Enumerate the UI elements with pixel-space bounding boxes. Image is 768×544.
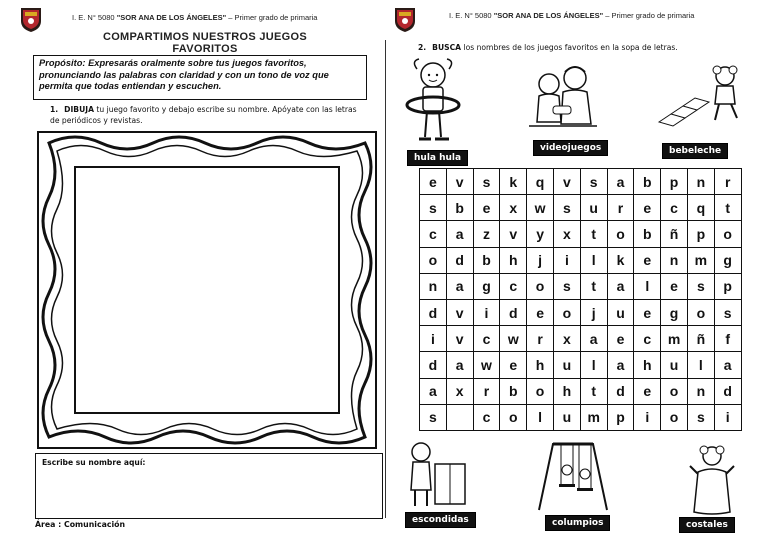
grid-cell[interactable]: s	[553, 273, 580, 299]
grid-cell[interactable]: ñ	[687, 326, 714, 352]
grid-cell[interactable]: a	[714, 352, 741, 378]
label-videojuegos: videojuegos	[533, 140, 608, 156]
grid-cell[interactable]: c	[473, 404, 500, 430]
grid-cell[interactable]: o	[607, 221, 634, 247]
grid-cell[interactable]: g	[714, 247, 741, 273]
grid-cell[interactable]: u	[607, 299, 634, 325]
grid-cell[interactable]: b	[634, 221, 661, 247]
grid-cell[interactable]: x	[446, 378, 473, 404]
grid-cell[interactable]: r	[473, 378, 500, 404]
grid-cell[interactable]: e	[634, 247, 661, 273]
grid-cell[interactable]: w	[527, 195, 554, 221]
grid-cell[interactable]: o	[661, 404, 688, 430]
grid-cell[interactable]: s	[580, 169, 607, 195]
grid-row	[420, 273, 742, 299]
grid-cell[interactable]: e	[473, 195, 500, 221]
grid-cell[interactable]: v	[553, 169, 580, 195]
instruction-draw: 1. DIBUJA tu juego favorito y debajo escribe su nombre. Apóyate con las letras de periódicos y revistas.	[50, 105, 357, 125]
grid-cell[interactable]: u	[553, 404, 580, 430]
grid-cell[interactable]: k	[607, 247, 634, 273]
grid-cell[interactable]: a	[446, 352, 473, 378]
purpose-text: Expresarás oralmente sobre tus juegos favoritos, pronunciando las palabras con claridad y con un tono de voz que permita que todas entiendan y escuchen.	[39, 58, 329, 91]
grid-cell[interactable]: d	[714, 378, 741, 404]
grid-cell[interactable]: x	[500, 195, 527, 221]
hopscotch-child-illustration	[655, 62, 745, 134]
grid-cell[interactable]: b	[473, 247, 500, 273]
grid-cell[interactable]: c	[634, 326, 661, 352]
grid-cell[interactable]: p	[714, 273, 741, 299]
grid-cell[interactable]: e	[661, 273, 688, 299]
grid-cell[interactable]: c	[500, 273, 527, 299]
grid-cell[interactable]: v	[446, 169, 473, 195]
grid-cell[interactable]: l	[687, 352, 714, 378]
grid-cell[interactable]: m	[580, 404, 607, 430]
grid-row	[420, 352, 742, 378]
grid-cell[interactable]: e	[607, 326, 634, 352]
drawing-frame[interactable]	[37, 131, 377, 449]
hide-and-seek-child-illustration	[405, 440, 469, 510]
grid-cell[interactable]: n	[661, 247, 688, 273]
grid-cell[interactable]: v	[446, 299, 473, 325]
label-escondidas: escondidas	[405, 512, 476, 528]
grid-cell[interactable]: r	[607, 195, 634, 221]
grid-cell[interactable]: p	[661, 169, 688, 195]
grid-cell[interactable]: l	[527, 404, 554, 430]
grid-cell[interactable]: c	[473, 326, 500, 352]
grid-cell[interactable]: u	[661, 352, 688, 378]
grid-cell[interactable]: a	[420, 378, 447, 404]
grid-cell[interactable]: x	[553, 221, 580, 247]
grid-cell[interactable]: j	[580, 299, 607, 325]
grid-cell[interactable]: u	[553, 352, 580, 378]
school-crest-icon	[20, 7, 42, 33]
grid-cell[interactable]: e	[500, 352, 527, 378]
grid-cell[interactable]: d	[607, 378, 634, 404]
grid-cell[interactable]: k	[500, 169, 527, 195]
grid-cell[interactable]: s	[714, 299, 741, 325]
label-costales: costales	[679, 517, 735, 533]
grid-cell[interactable]: p	[607, 404, 634, 430]
grid-cell[interactable]: a	[580, 326, 607, 352]
grid-cell[interactable]: h	[500, 247, 527, 273]
swings-illustration	[533, 440, 613, 512]
grid-cell[interactable]: e	[634, 195, 661, 221]
grid-cell[interactable]: z	[473, 221, 500, 247]
grid-cell[interactable]: g	[661, 299, 688, 325]
grid-cell[interactable]: d	[420, 299, 447, 325]
grid-row	[420, 299, 742, 325]
grid-cell[interactable]: l	[634, 273, 661, 299]
school-header-right: I. E. N° 5080 "SOR ANA DE LOS ÁNGELES" – Primer grado de primaria	[449, 11, 695, 20]
grid-cell[interactable]: p	[687, 221, 714, 247]
sack-race-child-illustration	[688, 444, 736, 516]
grid-cell[interactable]: q	[687, 195, 714, 221]
grid-cell[interactable]: s	[420, 195, 447, 221]
grid-cell[interactable]: o	[687, 299, 714, 325]
grid-row	[420, 195, 742, 221]
grid-cell[interactable]: s	[687, 404, 714, 430]
grid-cell[interactable]: a	[607, 169, 634, 195]
grid-cell[interactable]: i	[634, 404, 661, 430]
grid-cell[interactable]: e	[527, 299, 554, 325]
grid-cell[interactable]: s	[420, 404, 447, 430]
grid-row	[420, 326, 742, 352]
grid-cell[interactable]: t	[580, 221, 607, 247]
grid-cell[interactable]: t	[714, 195, 741, 221]
name-box[interactable]	[35, 453, 383, 519]
grid-cell[interactable]: j	[527, 247, 554, 273]
grid-cell[interactable]: ñ	[661, 221, 688, 247]
grid-row	[420, 169, 742, 195]
area-label: Área : Comunicación	[35, 520, 126, 529]
word-search-grid[interactable]	[419, 168, 742, 431]
grid-cell[interactable]: o	[500, 404, 527, 430]
grid-cell[interactable]: n	[687, 378, 714, 404]
grid-cell[interactable]: w	[500, 326, 527, 352]
grid-cell[interactable]: s	[687, 273, 714, 299]
label-bebeleche: bebeleche	[662, 143, 728, 159]
grid-cell[interactable]: e	[420, 169, 447, 195]
grid-cell[interactable]: b	[500, 378, 527, 404]
page-title: COMPARTIMOS NUESTROS JUEGOS FAVORITOS	[102, 31, 308, 55]
grid-cell[interactable]: n	[687, 169, 714, 195]
grid-cell[interactable]: s	[553, 195, 580, 221]
grid-cell[interactable]	[446, 404, 473, 430]
grid-cell[interactable]: a	[607, 273, 634, 299]
grid-cell[interactable]: s	[473, 169, 500, 195]
grid-cell[interactable]: b	[446, 195, 473, 221]
grid-cell[interactable]: y	[527, 221, 554, 247]
grid-cell[interactable]: o	[661, 378, 688, 404]
grid-cell[interactable]: m	[661, 326, 688, 352]
grid-cell[interactable]: a	[607, 352, 634, 378]
hula-hoop-child-illustration	[403, 57, 463, 149]
grid-cell[interactable]: l	[580, 352, 607, 378]
grid-cell[interactable]: i	[553, 247, 580, 273]
grid-row	[420, 404, 742, 430]
videogame-children-illustration	[525, 62, 601, 134]
grid-row	[420, 247, 742, 273]
grid-cell[interactable]: h	[634, 352, 661, 378]
school-crest-icon-right	[394, 7, 416, 33]
label-hula-hula: hula hula	[407, 150, 468, 166]
grid-cell[interactable]: e	[634, 299, 661, 325]
school-header: I. E. N° 5080 "SOR ANA DE LOS ÁNGELES" – Primer grado de primaria	[72, 13, 318, 22]
instruction-search: 2. BUSCA los nombres de los juegos favoritos en la sopa de letras.	[418, 43, 678, 52]
grid-cell[interactable]: f	[714, 326, 741, 352]
grid-row	[420, 221, 742, 247]
grid-cell[interactable]: q	[527, 169, 554, 195]
grid-cell[interactable]: b	[634, 169, 661, 195]
grid-cell[interactable]: d	[446, 247, 473, 273]
name-label: Escribe su nombre aquí:	[42, 458, 146, 467]
grid-cell[interactable]: x	[553, 326, 580, 352]
grid-cell[interactable]: o	[714, 221, 741, 247]
purpose-label: Propósito:	[39, 58, 86, 68]
grid-cell[interactable]: g	[473, 273, 500, 299]
grid-cell[interactable]: o	[553, 299, 580, 325]
grid-cell[interactable]: o	[420, 247, 447, 273]
grid-cell[interactable]: v	[446, 326, 473, 352]
grid-cell[interactable]: a	[446, 221, 473, 247]
purpose-box	[33, 55, 367, 100]
grid-cell[interactable]: v	[500, 221, 527, 247]
grid-cell[interactable]: t	[580, 378, 607, 404]
grid-cell[interactable]: h	[527, 352, 554, 378]
grid-cell[interactable]: w	[473, 352, 500, 378]
grid-cell[interactable]: o	[527, 273, 554, 299]
grid-cell[interactable]: d	[500, 299, 527, 325]
grid-cell[interactable]: m	[687, 247, 714, 273]
grid-cell[interactable]: o	[527, 378, 554, 404]
grid-cell[interactable]: i	[473, 299, 500, 325]
grid-cell[interactable]: n	[420, 273, 447, 299]
grid-cell[interactable]: a	[446, 273, 473, 299]
grid-cell[interactable]: i	[714, 404, 741, 430]
grid-cell[interactable]: c	[661, 195, 688, 221]
grid-cell[interactable]: d	[420, 352, 447, 378]
grid-cell[interactable]: i	[420, 326, 447, 352]
grid-cell[interactable]: r	[714, 169, 741, 195]
label-columpios: columpios	[545, 515, 610, 531]
grid-cell[interactable]: e	[634, 378, 661, 404]
grid-cell[interactable]: l	[580, 247, 607, 273]
grid-cell[interactable]: t	[580, 273, 607, 299]
grid-row	[420, 378, 742, 404]
grid-cell[interactable]: u	[580, 195, 607, 221]
grid-cell[interactable]: c	[420, 221, 447, 247]
page-divider	[385, 40, 386, 518]
grid-cell[interactable]: h	[553, 378, 580, 404]
grid-cell[interactable]: r	[527, 326, 554, 352]
